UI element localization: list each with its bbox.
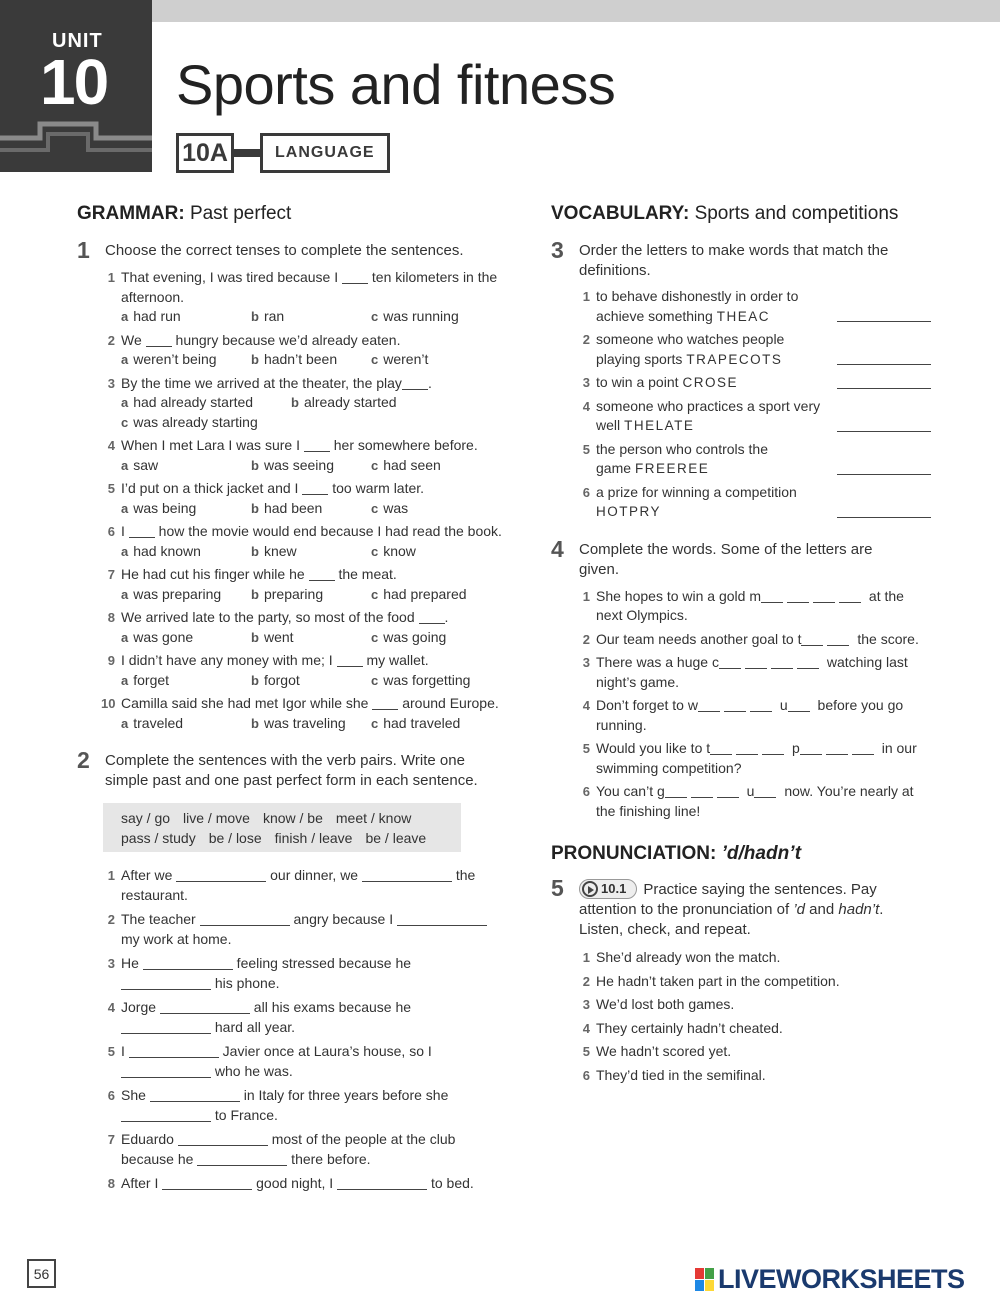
letter-blank[interactable] [800, 741, 822, 755]
unit-number: 10 [40, 46, 108, 118]
letter-blank[interactable] [762, 741, 784, 755]
lesson-tag [176, 133, 390, 173]
answer-blank[interactable] [837, 388, 931, 389]
letter-blank[interactable] [710, 741, 732, 755]
exercise-instruction: Complete the sentences with the verb pairs. Write one simple past and one past perfect form in each sentence. [105, 752, 478, 789]
option-c[interactable]: c know [371, 542, 416, 559]
answer-blank[interactable] [362, 868, 452, 882]
letter-blank[interactable] [719, 655, 741, 669]
option-a[interactable]: a was being [121, 499, 197, 516]
definition-item: 6 a prize for winning a competition HOTPRY [596, 483, 931, 522]
right-column [551, 203, 931, 1089]
answer-blank[interactable] [837, 517, 931, 518]
option-a[interactable]: a had run [121, 308, 181, 324]
answer-blank[interactable] [419, 610, 445, 624]
exercise-instruction: Choose the correct tenses to complete the sentences. [105, 242, 464, 259]
answer-blank[interactable] [129, 524, 155, 538]
option-a[interactable]: a had known [121, 542, 201, 559]
answer-blank[interactable] [837, 431, 931, 432]
exercise-3 [551, 237, 931, 281]
answer-blank[interactable] [397, 912, 487, 926]
definition-item: 1 to behave dishonestly in order to achieve something THEAC [596, 287, 931, 326]
play-icon [582, 881, 598, 897]
answer-blank[interactable] [337, 653, 363, 667]
answer-blank[interactable] [837, 364, 931, 365]
option-c[interactable]: c had traveled [371, 714, 461, 731]
option-c[interactable]: c weren’t [371, 351, 429, 367]
exercise-instruction: Order the letters to make words that match the definitions. [579, 242, 889, 279]
option-b[interactable]: b had been [251, 499, 323, 516]
brand-logo[interactable] [695, 1264, 965, 1295]
exercise-number: 2 [77, 747, 90, 773]
word-box [103, 803, 461, 852]
question-item: 4 When I met Lara I was sure I her somewhere before. a saw b was seeing c had seen [121, 436, 507, 475]
sentence-item: 6 They’d tied in the semifinal. [582, 1066, 766, 1083]
option-c[interactable]: c was already starting [121, 413, 258, 430]
option-b[interactable]: b already started [291, 394, 397, 410]
anagram: CROSE [682, 375, 739, 390]
question-item: 5 I Javier once at Laura’s house, so I who he was. [107, 1043, 432, 1079]
option-a[interactable]: a traveled [121, 714, 184, 731]
question-item: 7 He had cut his finger while he the meat. a was preparing b preparing c had prepared [121, 565, 507, 604]
anagram: THELATE [624, 418, 695, 433]
letter-blank[interactable] [852, 741, 874, 755]
pronunciation-heading: PRONUNCIATION: ’d/hadn’t [551, 843, 802, 864]
exercise-instruction: 10.1 Practice saying the sentences. Pay attention to the pronunciation of ’d and hadn’t. Listen, check, and repeat. [579, 881, 884, 938]
exercise-4 [551, 535, 931, 580]
grammar-heading: GRAMMAR: Past perfect [77, 203, 292, 224]
question-item: 6 She in Italy for three years before she to France. [107, 1087, 449, 1123]
anagram: HOTPRY [596, 504, 662, 519]
audio-play-button[interactable]: 10.1 [579, 879, 637, 899]
unit-badge [0, 0, 152, 172]
letter-blank[interactable] [724, 698, 746, 712]
exercise-number: 1 [77, 237, 90, 263]
question-item: 8 After I good night, I to bed. [107, 1175, 474, 1191]
answer-blank[interactable] [837, 321, 931, 322]
exercise-1 [77, 237, 507, 733]
letter-blank[interactable] [797, 655, 819, 669]
answer-blank[interactable] [150, 1088, 240, 1102]
option-c[interactable]: c had seen [371, 456, 441, 473]
answer-blank[interactable] [837, 474, 931, 475]
exercise-instruction: Complete the words. Some of the letters are given. [579, 540, 873, 578]
anagram: THEAC [716, 308, 771, 324]
left-column [77, 203, 507, 1199]
lesson-code: 10A [176, 133, 234, 173]
exercise-number: 4 [551, 535, 564, 562]
word-box-row: pass / study be / lose finish / leave be / leave [121, 830, 427, 846]
letter-blank[interactable] [691, 784, 713, 798]
option-a[interactable]: a was preparing [121, 585, 222, 602]
answer-blank[interactable] [304, 438, 330, 452]
letter-blank[interactable] [827, 632, 849, 646]
answer-blank[interactable] [121, 976, 211, 990]
word-item: 1 She hopes to win a gold m at the next Olympics. [582, 587, 904, 623]
option-a[interactable]: a weren’t being [121, 351, 217, 367]
answer-blank[interactable] [121, 1020, 211, 1034]
answer-blank[interactable] [178, 1132, 268, 1146]
option-b[interactable]: b preparing [251, 585, 324, 602]
option-a[interactable]: a had already started [121, 394, 254, 410]
question-item: 6 I how the movie would end because I had read the book. a had known b knew c know [121, 522, 507, 561]
page-number: 56 [27, 1259, 56, 1288]
option-b[interactable]: b knew [251, 542, 297, 559]
question-item: 10 Camilla said she had met Igor while she around Europe. a traveled b was traveling c had traveled [121, 694, 507, 733]
exercise-4-items [551, 587, 926, 822]
question-item: 7 Eduardo most of the people at the club because he there before. [107, 1131, 456, 1167]
option-b[interactable]: b hadn’t been [251, 351, 338, 367]
letter-blank[interactable] [736, 741, 758, 755]
option-b[interactable]: b was seeing [251, 456, 334, 473]
letter-blank[interactable] [787, 589, 809, 603]
option-a[interactable]: a saw [121, 456, 159, 473]
answer-blank[interactable] [121, 1108, 211, 1122]
answer-blank[interactable] [129, 1044, 219, 1058]
question-item: 5 I’d put on a thick jacket and I too warm later. a was being b had been c was [121, 479, 507, 518]
letter-blank[interactable] [788, 698, 810, 712]
question-item: 4 Jorge all his exams because he hard all year. [107, 999, 412, 1035]
answer-blank[interactable] [402, 376, 428, 390]
exercise-number: 5 [551, 875, 564, 901]
answer-blank[interactable] [162, 1176, 252, 1190]
option-a[interactable]: a was gone [121, 628, 194, 645]
question-item: 1 After we our dinner, we the restaurant. [107, 867, 476, 903]
definition-item: 5 the person who controls the game FREEREE [596, 440, 931, 479]
exercise-number: 3 [551, 237, 564, 263]
letter-blank[interactable] [801, 632, 823, 646]
answer-blank[interactable] [337, 1176, 427, 1190]
answer-blank[interactable] [146, 333, 172, 347]
lesson-connector [234, 149, 260, 157]
word-item: 6 You can’t g u now. You’re nearly at the finishing line! [582, 783, 914, 819]
letter-blank[interactable] [665, 784, 687, 798]
option-c[interactable]: c was running [371, 308, 459, 324]
letter-blank[interactable] [750, 698, 772, 712]
letter-blank[interactable] [761, 589, 783, 603]
question-item: 8 We arrived late to the party, so most of the food . a was gone b went c was going [121, 608, 507, 647]
option-b[interactable]: b forgot [251, 671, 300, 688]
exercise-2 [77, 747, 507, 791]
answer-blank[interactable] [309, 567, 335, 581]
sentence-item: 1 She’d already won the match. [582, 949, 781, 965]
definition-item: 4 someone who practices a sport very well THELATE [596, 397, 931, 436]
answer-blank[interactable] [200, 912, 290, 926]
word-item: 2 Our team needs another goal to t the score. [582, 630, 919, 647]
letter-blank[interactable] [813, 589, 835, 603]
exercise-5 [551, 875, 931, 940]
question-item: 9 I didn’t have any money with me; I my wallet. a forget b forgot c was forgetting [121, 651, 507, 690]
sentence-item: 2 He hadn’t taken part in the competition. [582, 972, 840, 989]
option-b[interactable]: b was traveling [251, 714, 346, 731]
vocabulary-heading: VOCABULARY: Sports and competitions [551, 203, 899, 224]
page-title: Sports and fitness [176, 53, 616, 116]
word-box-row: say / go live / move know / be meet / know [121, 810, 412, 826]
option-c[interactable]: c was [371, 499, 409, 516]
option-c[interactable]: c had prepared [371, 585, 467, 602]
exercise-1-items [101, 268, 507, 733]
definition-item: 2 someone who watches people playing sports TRAPECOTS [596, 330, 931, 369]
letter-blank[interactable] [754, 784, 776, 798]
lesson-name: LANGUAGE [260, 133, 390, 173]
answer-blank[interactable] [143, 956, 233, 970]
anagram: TRAPECOTS [686, 351, 783, 367]
question-item: 1 That evening, I was tired because I ten kilometers in the afternoon. a had run b ran c was running [121, 268, 507, 327]
word-item: 4 Don’t forget to w u before you go running. [582, 697, 904, 733]
brand-name: LIVEWORKSHEETS [718, 1264, 965, 1294]
letter-blank[interactable] [745, 655, 767, 669]
option-c[interactable]: c was going [371, 628, 447, 645]
definition-item: 3 to win a point CROSE [596, 373, 931, 393]
option-c[interactable]: c was forgetting [371, 671, 471, 688]
letter-blank[interactable] [771, 655, 793, 669]
step-pattern-icon [0, 110, 152, 172]
letter-blank[interactable] [826, 741, 848, 755]
brand-blocks-icon [695, 1268, 714, 1291]
exercise-3-items [551, 287, 931, 522]
sentence-item: 4 They certainly hadn’t cheated. [582, 1019, 783, 1036]
question-item: 2 We hungry because we’d already eaten. a weren’t being b hadn’t been c weren’t [121, 331, 507, 370]
letter-blank[interactable] [839, 589, 861, 603]
question-item: 3 By the time we arrived at the theater, the play . a had already started b already started c was already starting [121, 374, 507, 433]
exercise-2-items [77, 866, 507, 1194]
unit-label: UNIT [52, 30, 103, 52]
answer-blank[interactable] [342, 270, 368, 284]
answer-blank[interactable] [176, 868, 266, 882]
answer-blank[interactable] [197, 1152, 287, 1166]
answer-blank[interactable] [121, 1064, 211, 1078]
answer-blank[interactable] [160, 1000, 250, 1014]
letter-blank[interactable] [698, 698, 720, 712]
sentence-item: 5 We hadn’t scored yet. [582, 1043, 732, 1059]
exercise-5-items [551, 948, 931, 1085]
anagram: FREEREE [635, 461, 710, 476]
letter-blank[interactable] [717, 784, 739, 798]
question-item: 3 He feeling stressed because he his phone. [107, 955, 412, 991]
answer-blank[interactable] [302, 481, 328, 495]
sentence-item: 3 We’d lost both games. [582, 996, 735, 1012]
question-item: 2 The teacher angry because I my work at home. [121, 910, 507, 949]
option-a[interactable]: a forget [121, 671, 170, 688]
word-item: 5 Would you like to t p in our swimming competition? [582, 740, 917, 776]
answer-blank[interactable] [372, 696, 398, 710]
word-item: 3 There was a huge c watching last night’s game. [582, 654, 908, 690]
option-b[interactable]: b ran [251, 308, 285, 324]
option-b[interactable]: b went [251, 628, 294, 645]
